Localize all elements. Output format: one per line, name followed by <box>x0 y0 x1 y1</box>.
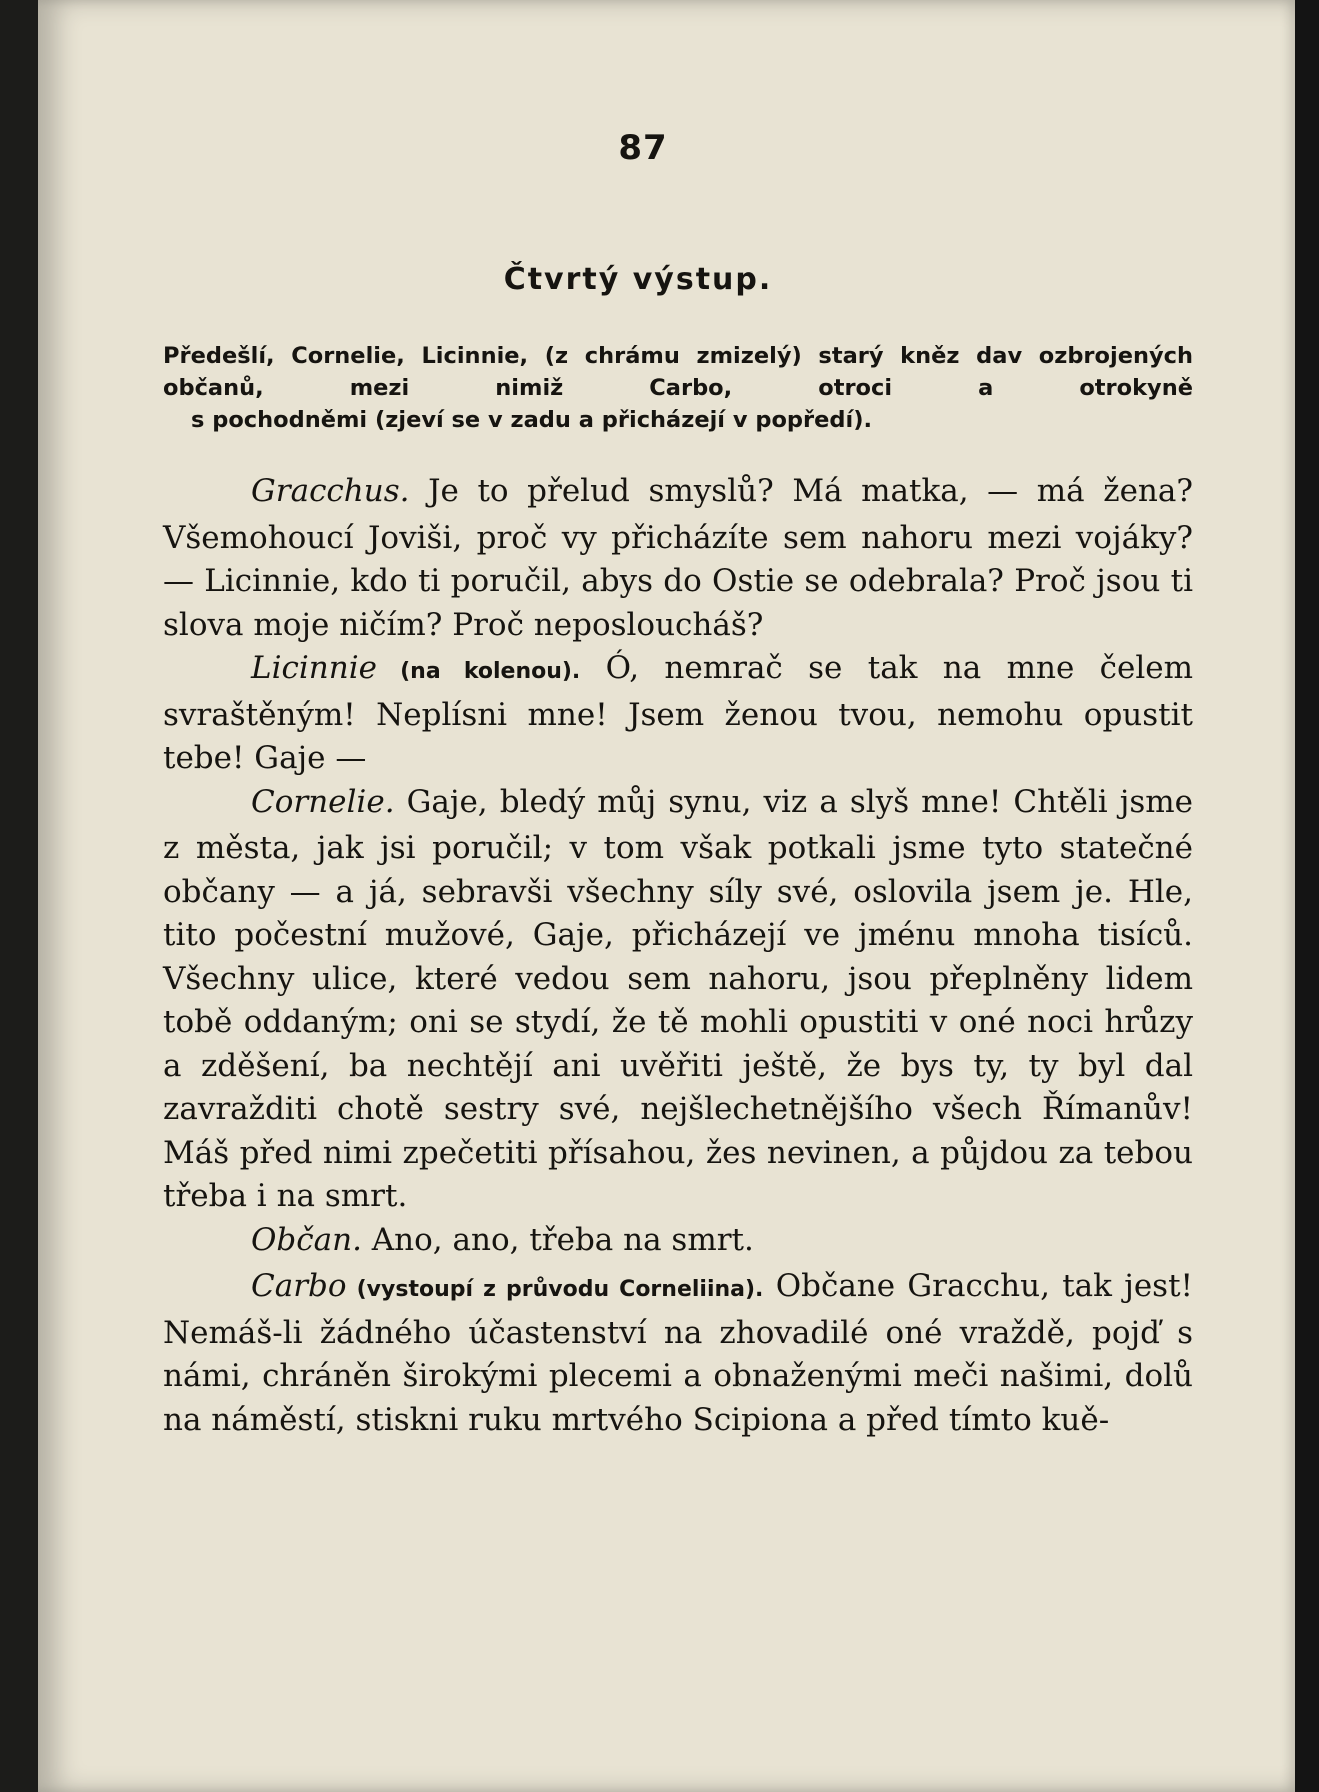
speech-cornelie <box>163 781 1193 1219</box>
speech-carbo <box>163 1265 1193 1442</box>
speech-gracchus <box>163 470 1193 647</box>
page-number: 87 <box>618 128 668 168</box>
stage-direction <box>163 340 1193 436</box>
speech-text: Občane Gracchu, tak jest! Nemáš-li žádného účastenství na zhovadilé oné vraždě, pojď s námi, chráněn širokými plecemi a obnaženými meči našimi, dolů na náměstí, stiskni ruku mrtvého Scipiona a před tímto kuě- <box>163 1268 1193 1438</box>
speaker-name: Gracchus. <box>251 473 410 509</box>
speaker-name: Cornelie. <box>251 783 395 820</box>
scene-heading: Čtvrtý výstup. <box>503 262 773 297</box>
speech-text: Ano, ano, třeba na smrt. <box>361 1221 754 1258</box>
speech-direction: (na kolenou). <box>376 659 581 684</box>
stage-direction-line-3: s pochodněmi (zjeví se v zadu a přicházejí v popředí). <box>191 407 873 433</box>
speech-text: Gaje, bledý můj synu, viz a slyš mne! Chtěli jsme z města, jak jsi poručil; v tom však potkali jsme tyto statečné občany — a já, sebravši všechny síly své, oslovila jsem je. Hle, tito počestní mužové, Gaje, přicházejí ve jménu mnoha tisíců. Všechny ulice, které vedou sem nahoru, jsou přeplněny lidem tobě oddaným; oni se stydí, že tě mohli opustiti v oné noci hrůzy a zděšení, ba nechtějí ani uvěřiti ještě, že bys ty, ty byl dal zavražditi chotě sestry své, nejšlechetnějšího všech Římanův! Máš před nimi zpečetiti přísahou, žes nevinen, a půjdou za tebou třeba i na smrt. <box>163 783 1193 1214</box>
speech-direction: (vystoupí z průvodu Corneliina). <box>346 1277 764 1302</box>
book-page <box>38 0 1295 1792</box>
dialogue <box>163 470 1193 1442</box>
stage-direction-line-1: Předešlí, Cornelie, Licinnie, (z chrámu zmizelý) starý kněz <box>163 343 960 369</box>
speech-text: Ó, nemrač se tak na mne čelem svraštěným! Neplísni mne! Jsem ženou tvou, nemohu opustit tebe! Gaje — <box>163 650 1193 776</box>
speaker-name: Carbo <box>251 1268 347 1304</box>
speech-text: Je to přelud smyslů? Má matka, — má žena? Všemohoucí Joviši, proč vy přicházíte sem nahoru mezi vojáky? — Licinnie, kdo ti poručil, abys do Ostie se odebrala? Proč jsou ti slova moje ničím? Proč neposloucháš? <box>163 473 1193 643</box>
stage-direction-line-2: dav ozbrojených občanů, mezi nimiž Carbo, otroci a otrokyně <box>163 343 1193 401</box>
speaker-name: Licinnie <box>251 650 377 686</box>
speaker-name: Občan. <box>251 1221 362 1258</box>
speech-obcan <box>163 1219 1193 1266</box>
speech-licinnie <box>163 647 1193 781</box>
scan-left-edge <box>0 0 38 1792</box>
